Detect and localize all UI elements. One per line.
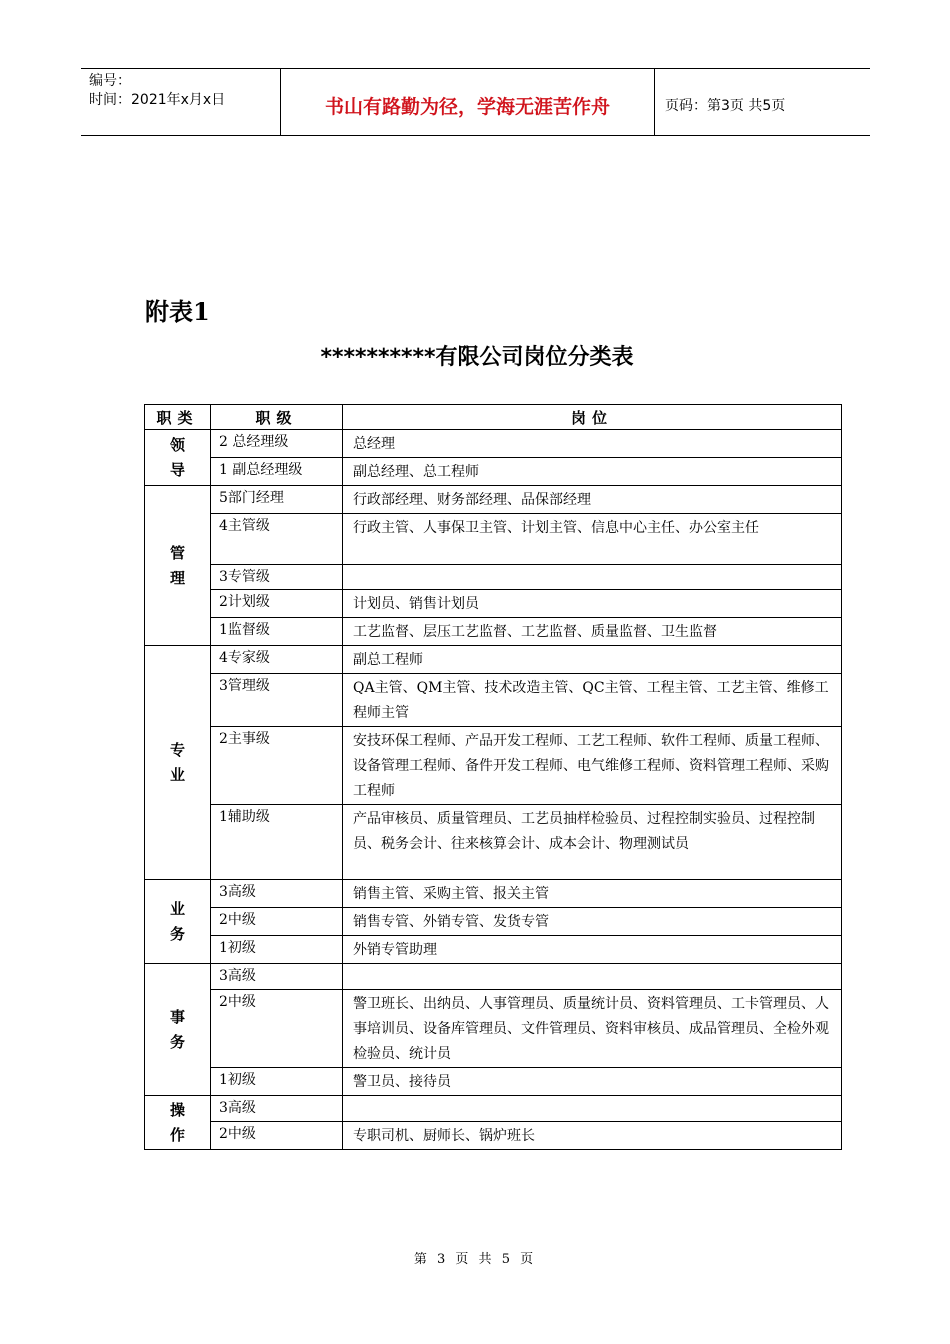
table-row xyxy=(145,880,842,908)
table-row xyxy=(145,727,842,805)
page-footer: 第 3 页 共 5 页 xyxy=(413,1252,537,1267)
positions-cell xyxy=(343,964,842,990)
table-row xyxy=(145,1068,842,1096)
level-cell: 5部门经理 xyxy=(211,486,343,514)
table-row xyxy=(145,430,842,458)
level-cell: 1初级 xyxy=(211,936,343,964)
positions-cell: 计划员、销售计划员 xyxy=(343,590,842,618)
level-cell: 4专家级 xyxy=(211,646,343,674)
level-cell: 1初级 xyxy=(211,1068,343,1096)
header-category: 职类 xyxy=(145,405,211,430)
level-cell: 4主管级 xyxy=(211,514,343,565)
document-date: 时间：2021年x月x日 xyxy=(89,92,226,108)
table-row xyxy=(145,618,842,646)
table-row xyxy=(145,486,842,514)
positions-cell xyxy=(343,1096,842,1122)
level-cell: 2 总经理级 xyxy=(211,430,343,458)
table-header-row xyxy=(145,405,842,430)
document-number: 编号： xyxy=(89,73,131,89)
positions-cell: 销售主管、采购主管、报关主管 xyxy=(343,880,842,908)
header-meta xyxy=(81,69,281,135)
level-cell: 1 副总经理级 xyxy=(211,458,343,486)
level-cell: 3管理级 xyxy=(211,674,343,727)
level-cell: 3高级 xyxy=(211,1096,343,1122)
level-cell: 2中级 xyxy=(211,990,343,1068)
category-cell: 业 务 xyxy=(145,880,211,964)
level-cell: 1监督级 xyxy=(211,618,343,646)
positions-cell: 产品审核员、质量管理员、工艺员抽样检验员、过程控制实验员、过程控制员、税务会计、往来核算会计、成本会计、物理测试员 xyxy=(343,805,842,880)
category-cell: 管 理 xyxy=(145,486,211,646)
positions-cell: 副总经理、总工程师 xyxy=(343,458,842,486)
positions-cell: 警卫员、接待员 xyxy=(343,1068,842,1096)
table-row xyxy=(145,458,842,486)
positions-cell: 总经理 xyxy=(343,430,842,458)
category-cell: 领 导 xyxy=(145,430,211,486)
positions-cell: 销售专管、外销专管、发货专管 xyxy=(343,908,842,936)
table-row xyxy=(145,1122,842,1150)
level-cell: 2主事级 xyxy=(211,727,343,805)
positions-cell: 工艺监督、层压工艺监督、工艺监督、质量监督、卫生监督 xyxy=(343,618,842,646)
table-row xyxy=(145,990,842,1068)
table-row xyxy=(145,646,842,674)
positions-cell: 行政部经理、财务部经理、品保部经理 xyxy=(343,486,842,514)
level-cell: 2中级 xyxy=(211,1122,343,1150)
positions-cell xyxy=(343,565,842,590)
level-cell: 1辅助级 xyxy=(211,805,343,880)
table-title: **********有限公司岗位分类表 xyxy=(320,345,634,370)
table-row xyxy=(145,674,842,727)
position-classification-table xyxy=(144,404,842,1150)
category-cell: 事 务 xyxy=(145,964,211,1096)
level-cell: 2计划级 xyxy=(211,590,343,618)
table-row xyxy=(145,908,842,936)
level-cell: 3高级 xyxy=(211,964,343,990)
positions-cell: 外销专管助理 xyxy=(343,936,842,964)
table-row xyxy=(145,590,842,618)
positions-cell: QA主管、QM主管、技术改造主管、QC主管、工程主管、工艺主管、维修工程师主管 xyxy=(343,674,842,727)
positions-cell: 专职司机、厨师长、锅炉班长 xyxy=(343,1122,842,1150)
category-cell: 操 作 xyxy=(145,1096,211,1150)
table-row xyxy=(145,565,842,590)
positions-cell: 安技环保工程师、产品开发工程师、工艺工程师、软件工程师、质量工程师、设备管理工程师、备件开发工程师、电气维修工程师、资料管理工程师、采购工程师 xyxy=(343,727,842,805)
table-row xyxy=(145,936,842,964)
positions-cell: 行政主管、人事保卫主管、计划主管、信息中心主任、办公室主任 xyxy=(343,514,842,565)
table-row xyxy=(145,805,842,880)
header-level: 职级 xyxy=(211,405,343,430)
table-row xyxy=(145,514,842,565)
level-cell: 2中级 xyxy=(211,908,343,936)
positions-cell: 警卫班长、出纳员、人事管理员、质量统计员、资料管理员、工卡管理员、人事培训员、设备库管理员、文件管理员、资料审核员、成品管理员、全检外观检验员、统计员 xyxy=(343,990,842,1068)
header-page-number: 页码：第3页 共5页 xyxy=(665,98,786,114)
appendix-label: 附表1 xyxy=(145,297,210,326)
table-row xyxy=(145,964,842,990)
category-cell: 专 业 xyxy=(145,646,211,880)
table-row xyxy=(145,1096,842,1122)
level-cell: 3专管级 xyxy=(211,565,343,590)
header-positions: 岗位 xyxy=(343,405,842,430)
table-body xyxy=(145,430,842,1150)
positions-cell: 副总工程师 xyxy=(343,646,842,674)
page-header xyxy=(81,68,870,136)
header-motto: 书山有路勤为径，学海无涯苦作舟 xyxy=(281,69,655,135)
level-cell: 3高级 xyxy=(211,880,343,908)
